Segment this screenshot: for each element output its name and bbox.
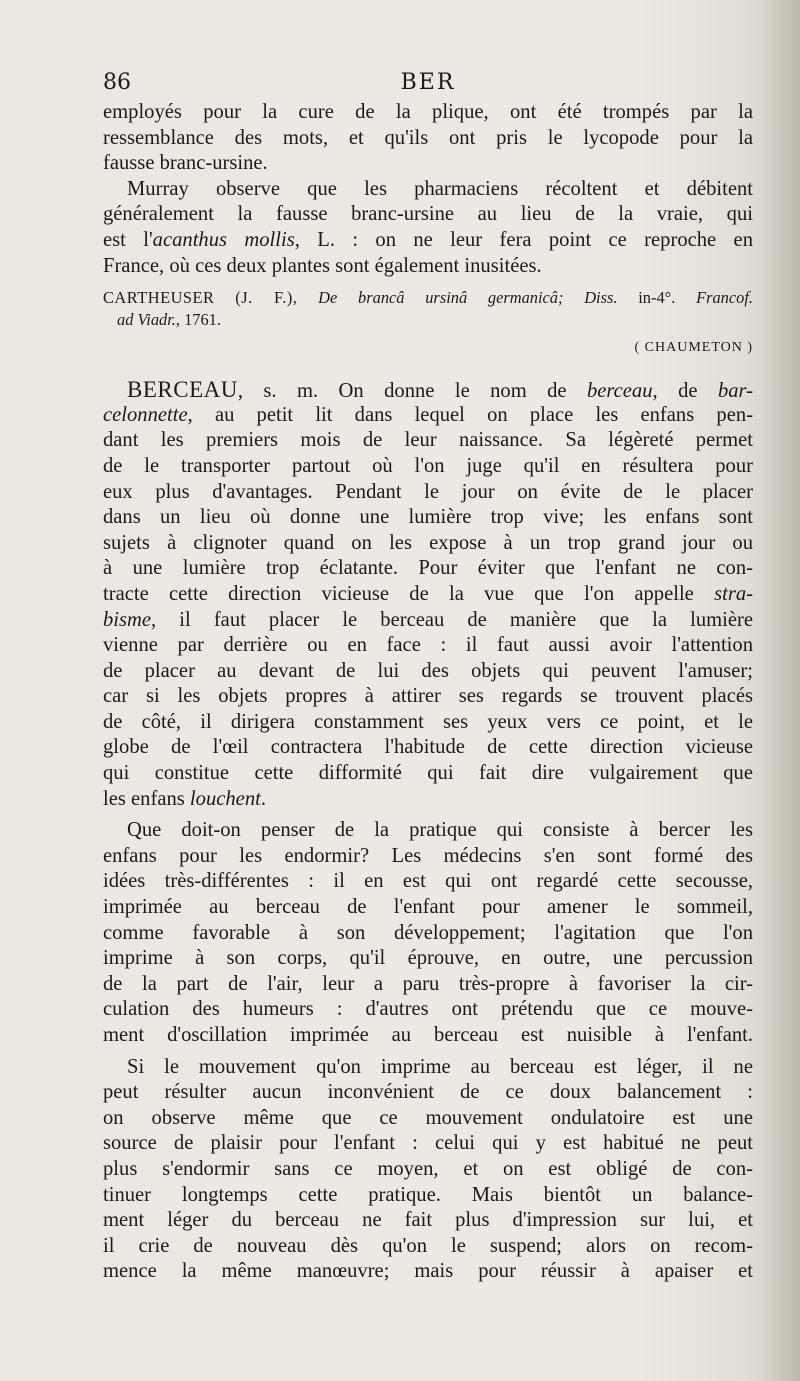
- latin-name: acanthus mollis: [152, 228, 295, 251]
- text-line: comme favorable à son développement; l'agitation que l'on: [103, 921, 753, 944]
- page-number: 86: [103, 70, 131, 95]
- article-berceau: [103, 377, 753, 812]
- running-head: [103, 70, 753, 100]
- text-line: employés pour la cure de la plique, ont été trompés par la: [103, 101, 753, 123]
- author-signature: ( CHAUMETON ): [634, 340, 753, 356]
- text-line: à une lumière trop éclatante. Pour éviter que l'enfant ne con-: [103, 557, 753, 580]
- text-line: idées très-différentes : il en est qui ont regardé cette secousse,: [103, 870, 753, 893]
- text-line: dans un lieu où donne une lumière trop vive; les enfans sont: [103, 506, 753, 529]
- text-line: Murray observe que les pharmaciens récoltent et débitent: [127, 177, 753, 200]
- text-line: ment d'oscillation imprimée au berceau est nuisible à l'enfant.: [103, 1024, 753, 1046]
- text-line: tracte cette direction vicieuse de la vue que l'on appelle stra-: [103, 582, 753, 605]
- text-line: ad Viadr., 1761.: [117, 310, 221, 330]
- text-line: plus s'endormir sans ce moyen, et on est obligé de con-: [103, 1157, 753, 1180]
- text-line: on observe même que ce mouvement ondulatoire est une: [103, 1106, 753, 1129]
- text-line: eux plus d'avantages. Pendant le jour on évite de le placer: [103, 480, 753, 503]
- text-line: mence la même manœuvre; mais pour réussir à apaiser et: [103, 1260, 753, 1283]
- paragraph-mouvement: [103, 1055, 753, 1285]
- text-line: vienne par derrière ou en face : il faut aussi avoir l'attention: [103, 634, 753, 657]
- text-line: culation des humeurs : d'autres ont prétendu que ce mouve-: [103, 998, 753, 1021]
- text-line: fausse branc-ursine.: [103, 152, 268, 175]
- text-line: imprime à son corps, qu'il éprouve, en outre, une percussion: [103, 947, 753, 970]
- text-line: peut résulter aucun inconvénient de ce doux balancement :: [103, 1081, 753, 1104]
- text-line: il crie de nouveau dès qu'on le suspend; alors on recom-: [103, 1234, 753, 1257]
- text-line: sujets à clignoter quand on les expose à un trop grand jour ou: [103, 531, 753, 554]
- text-line: tinuer longtemps cette pratique. Mais bientôt un balance-: [103, 1183, 753, 1206]
- text-line: CARTHEUSER (J. F.), De brancâ ursinâ germanicâ; Diss. in-4°. Francof.: [103, 288, 753, 308]
- text-line: bisme, il faut placer le berceau de manière que la lumière: [103, 608, 753, 631]
- text-line: ment léger du berceau ne fait plus d'impression sur lui, et: [103, 1209, 753, 1232]
- paragraph-murray: [103, 177, 753, 279]
- paragraph-bercer: [103, 818, 753, 1048]
- page-edge-shadow: [760, 0, 800, 1381]
- text-line: de le transporter partout où l'on juge qu'il en résultera pour: [103, 454, 753, 477]
- text-line: globe de l'œil contractera l'habitude de cette direction vicieuse: [103, 736, 753, 759]
- running-head-title: BER: [400, 70, 456, 95]
- text-line: de la part de l'air, leur a paru très-propre à favoriser la cir-: [103, 972, 753, 995]
- text-line: France, où ces deux plantes sont également inusitées.: [103, 254, 542, 277]
- article-headword: BERCEAU: [127, 377, 238, 403]
- text-line: Que doit-on penser de la pratique qui consiste à bercer les: [127, 819, 753, 842]
- text-line: ressemblance des mots, et qu'ils ont pris le lycopode pour la: [103, 126, 753, 149]
- paragraph-continuation: [103, 100, 753, 177]
- text-line: généralement la fausse branc-ursine au lieu de la vraie, qui: [103, 203, 753, 226]
- reference-author: CARTHEUSER: [103, 288, 215, 308]
- text-line: de placer au devant de lui des objets qui peuvent l'amuser;: [103, 659, 753, 682]
- text-line: source de plaisir pour l'enfant : celui qui y est habitué ne peut: [103, 1132, 753, 1155]
- reference-title: De brancâ ursinâ germanicâ; Diss.: [318, 288, 618, 308]
- text-line: dant les premiers mois de leur naissance. Sa légèreté permet: [103, 429, 753, 452]
- text-line: BERCEAU, s. m. On donne le nom de berceau, de bar-: [127, 377, 753, 403]
- text-line: est l'acanthus mollis, L. : on ne leur fera point ce reproche en: [103, 228, 753, 251]
- bibliographic-reference: [103, 287, 753, 331]
- text-line: de côté, il dirigera constamment ses yeux vers ce point, et le: [103, 710, 753, 733]
- text-line: qui constitue cette difformité qui fait dire vulgairement que: [103, 762, 753, 785]
- text-line: les enfans louchent.: [103, 787, 266, 810]
- text-line: celonnette, au petit lit dans lequel on place les enfans pen-: [103, 403, 753, 426]
- text-line: Si le mouvement qu'on imprime au berceau est léger, il ne: [127, 1055, 753, 1078]
- text-line: enfans pour les endormir? Les médecins s'en sont formé des: [103, 844, 753, 867]
- text-line: imprimée au berceau de l'enfant pour amener le sommeil,: [103, 896, 753, 919]
- text-column: [103, 100, 753, 1285]
- text-line: car si les objets propres à attirer ses regards se trouvent placés: [103, 685, 753, 708]
